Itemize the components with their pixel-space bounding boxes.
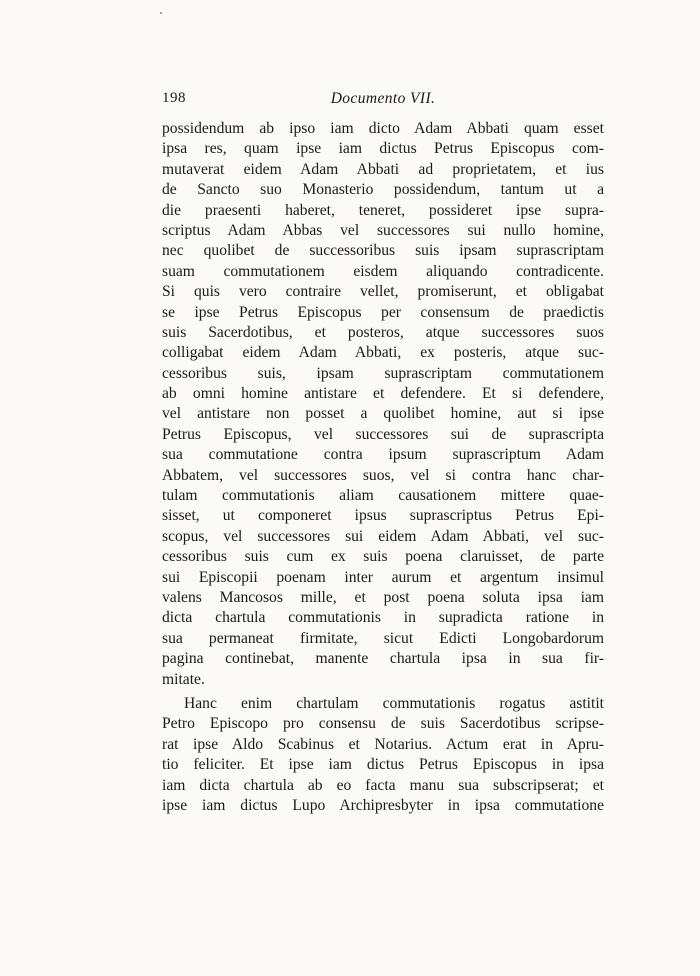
text-line: cessoribus suis, ipsam suprascriptam commutationem: [162, 364, 604, 382]
text-line: tio feliciter. Et ipse iam dictus Petrus Episcopus in ipsa: [162, 756, 604, 774]
text-line: suam commutationem eisdem aliquando contradicente.: [162, 262, 604, 280]
text-line: sisset, ut componeret ipsus suprascriptus Petrus Epi-: [162, 507, 604, 525]
text-line: se ipse Petrus Episcopus per consensum de praedictis: [162, 303, 604, 321]
text-line: ipse iam dictus Lupo Archipresbyter in ipsa commutatione: [162, 796, 604, 814]
text-line: die praesenti haberet, teneret, possideret ipse supra-: [162, 201, 604, 219]
text-line: suis Sacerdotibus, et posteros, atque successores suos: [162, 323, 604, 341]
text-line: Petro Episcopo pro consensu de suis Sacerdotibus scripse-: [162, 715, 604, 733]
text-line: de Sancto suo Monasterio possidendum, tantum ut a: [162, 181, 604, 199]
running-title: Documento VII.: [330, 90, 436, 107]
text-line: rat ipse Aldo Scabinus et Notarius. Actum erat in Apru-: [162, 735, 604, 753]
text-line: Si quis vero contraire vellet, promiserunt, et obligabat: [162, 283, 604, 301]
text-line: valens Mancosos mille, et post poena soluta ipsa iam: [162, 588, 604, 606]
text-line: vel antistare non posset a quolibet homine, aut si ipse: [162, 405, 604, 423]
text-line: cessoribus suis cum ex suis poena claruisset, de parte: [162, 548, 604, 566]
text-line: sua commutatione contra ipsum suprascriptum Adam: [162, 446, 604, 464]
text-line: nec quolibet de successoribus suis ipsam suprascriptam: [162, 242, 604, 260]
text-line: colligabat eidem Adam Abbati, ex posteris, atque suc-: [162, 344, 604, 362]
text-line: Petrus Episcopus, vel successores sui de suprascripta: [162, 425, 604, 443]
text-line: Abbatem, vel successores suos, vel si contra hanc char-: [162, 466, 604, 484]
text-line: ipsa res, quam ipse iam dictus Petrus Episcopus com-: [162, 140, 604, 158]
text-line: iam dicta chartula ab eo facta manu sua subscripserat; et: [162, 776, 604, 794]
text-line: sua permaneat firmitate, sicut Edicti Longobardorum: [162, 629, 604, 647]
text-line: ab omni homine antistare et defendere. Et si defendere,: [162, 385, 604, 403]
text-line: sui Episcopii poenam inter aurum et argentum insimul: [162, 568, 604, 586]
text-line: possidendum ab ipso iam dicto Adam Abbati quam esset: [162, 120, 604, 137]
page-number: 198: [162, 90, 186, 106]
scan-speck: [160, 12, 162, 14]
paragraph-2: [162, 694, 604, 816]
text-line: scriptus Adam Abbas vel successores sui nullo homine,: [162, 221, 604, 239]
text-line: mutaverat eidem Adam Abbati ad proprietatem, et ius: [162, 160, 604, 178]
paragraph-1: [162, 119, 604, 690]
body-text: [162, 119, 604, 816]
page-header: [162, 90, 604, 114]
text-line: dicta chartula commutationis in supradicta ratione in: [162, 609, 604, 627]
text-line: scopus, vel successores sui eidem Adam Abbati, vel suc-: [162, 527, 604, 545]
text-line: tulam commutationis aliam causationem mittere quae-: [162, 487, 604, 505]
text-line: mitate.: [162, 670, 205, 688]
text-line: pagina continebat, manente chartula ipsa in sua fir-: [162, 650, 604, 668]
text-line: Hanc enim chartulam commutationis rogatus astitit: [184, 694, 604, 712]
